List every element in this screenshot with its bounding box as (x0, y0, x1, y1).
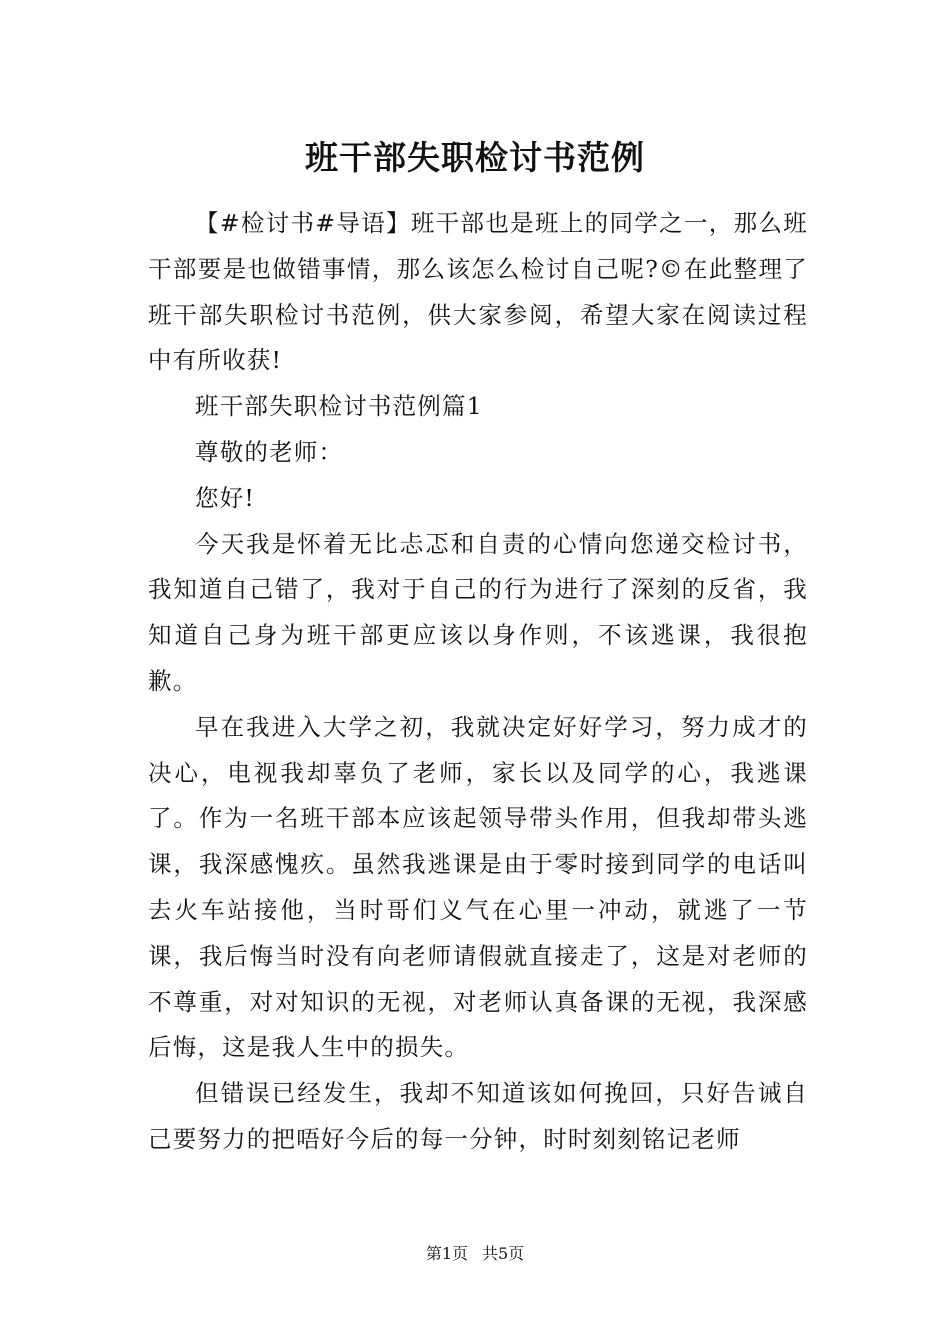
page-total: 共5页 (482, 1244, 525, 1263)
intro-paragraph: 【#检讨书#导语】班干部也是班上的同学之一，那么班干部要是也做错事情，那么该怎么检讨自己呢?©在此整理了班干部失职检讨书范例，供大家参阅，希望大家在阅读过程中有所收获! (148, 209, 808, 375)
page-footer (0, 1243, 950, 1265)
page-number: 第1页 (425, 1244, 468, 1263)
section-heading: 班干部失职检讨书范例篇1 (195, 392, 483, 421)
body-paragraph: 早在我进入大学之初，我就决定好好学习，努力成才的决心，电视我却辜负了老师，家长以及同学的心，我逃课了。作为一名班干部本应该起领导带头作用，但我却带头逃课，我深感愧疚。虽然我逃课是由于零时接到同学的电话叫去火车站接他，当时哥们义气在心里一冲动，就逃了一节课，我后悔当时没有向老师请假就直接走了，这是对老师的不尊重，对对知识的无视，对老师认真备课的无视，我深感后悔，这是我人生中的损失。 (148, 712, 808, 1062)
salutation: 尊敬的老师： (195, 437, 344, 466)
document-body (148, 201, 808, 1163)
body-paragraph: 今天我是怀着无比忐忑和自责的心情向您递交检讨书，我知道自己错了，我对于自己的行为进行了深刻的反省，我知道自己身为班干部更应该以身作则，不该逃课，我很抱歉。 (148, 529, 808, 695)
body-paragraph: 但错误已经发生，我却不知道该如何挽回，只好告诫自己要努力的把唔好今后的每一分钟，时时刻刻铭记老师 (148, 1079, 808, 1153)
document-title: 班干部失职检讨书范例 (305, 138, 645, 177)
greeting: 您好! (195, 483, 256, 512)
